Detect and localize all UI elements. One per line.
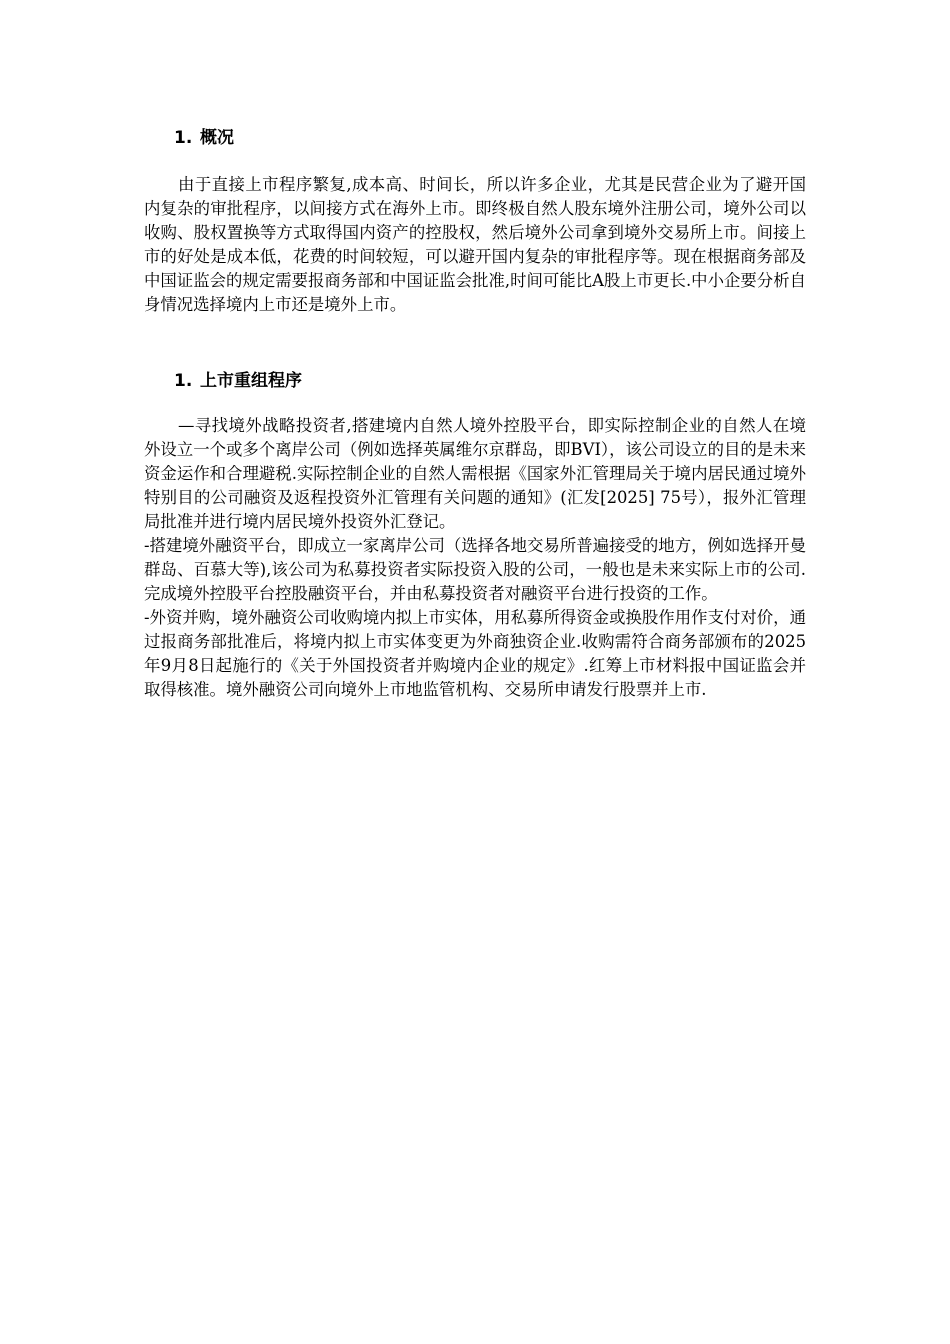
section-number: 1. [174,371,193,391]
overview-body [144,173,806,317]
section-title: 概况 [200,128,234,148]
restructuring-paragraph: —寻找境外战略投资者,搭建境内自然人境外控股平台，即实际控制企业的自然人在境外设立一个或多个离岸公司（例如选择英属维尔京群岛，即BVI），该公司设立的目的是未来资金运作和合理避税.实际控制企业的自然人需根据《国家外汇管理局关于境内居民通过境外特别目的公司融资及返程投资外汇管理有关问题的通知》(汇发[2025] 75号），报外汇管理局批准并进行境内居民境外投资外汇登记。 [144,416,806,531]
restructuring-body [144,414,806,702]
overview-paragraph: 由于直接上市程序繁复,成本高、时间长，所以许多企业，尤其是民营企业为了避开国内复杂的审批程序，以间接方式在海外上市。即终极自然人股东境外注册公司，境外公司以收购、股权置换等方式取得国内资产的控股权，然后境外公司拿到境外交易所上市。间接上市的好处是成本低，花费的时间较短，可以避开国内复杂的审批程序等。现在根据商务部及中国证监会的规定需要报商务部和中国证监会批准,时间可能比A股上市更长.中小企要分析自身情况选择境内上市还是境外上市。 [144,175,806,314]
section-heading-restructuring [174,370,302,392]
restructuring-paragraph: -外资并购，境外融资公司收购境内拟上市实体，用私募所得资金或换股作用作支付对价，通过报商务部批准后，将境内拟上市实体变更为外商独资企业.收购需符合商务部颁布的2025年9月8日起施行的《关于外国投资者并购境内企业的规定》.红筹上市材料报中国证监会并取得核准。境外融资公司向境外上市地监管机构、交易所申请发行股票并上市. [144,608,806,699]
section-heading-overview [174,127,234,149]
section-number: 1. [174,128,193,148]
section-title: 上市重组程序 [200,371,302,391]
restructuring-paragraph: -搭建境外融资平台，即成立一家离岸公司（选择各地交易所普遍接受的地方，例如选择开曼群岛、百慕大等),该公司为私募投资者实际投资入股的公司，一般也是未来实际上市的公司.完成境外控股平台控股融资平台，并由私募投资者对融资平台进行投资的工作。 [144,536,806,603]
